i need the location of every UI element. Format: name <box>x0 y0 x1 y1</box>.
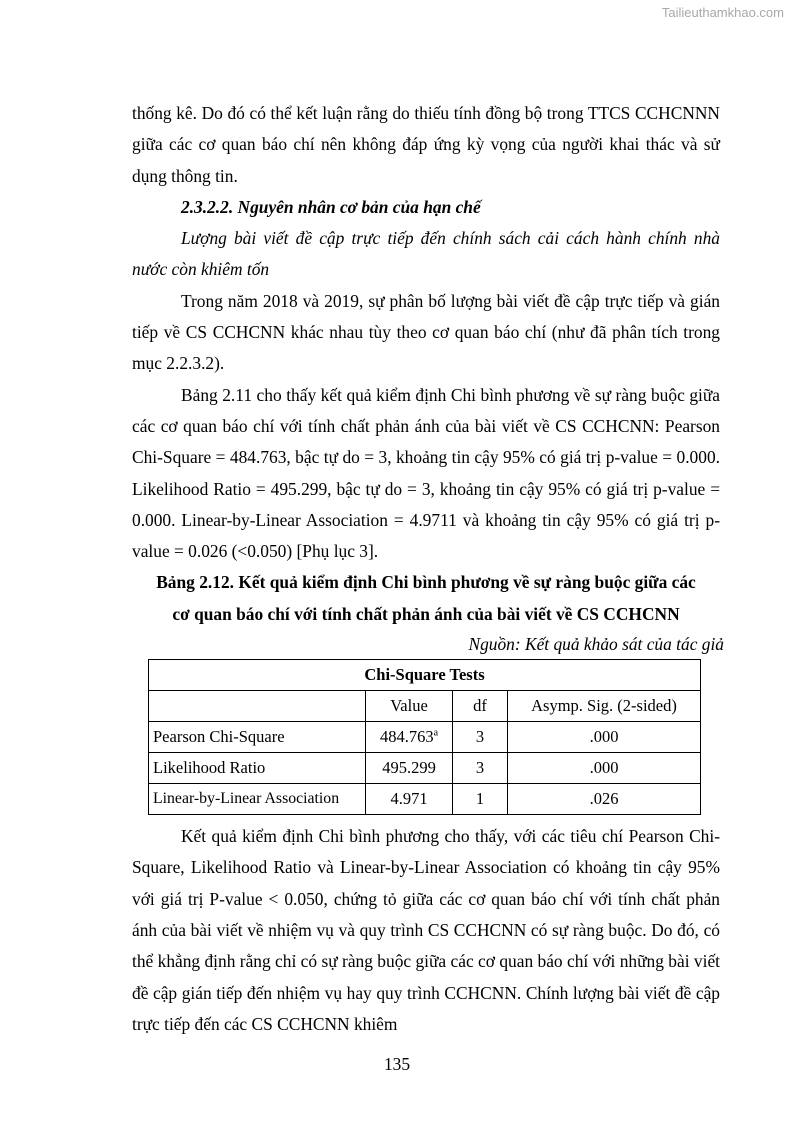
table-row <box>149 784 701 815</box>
row-df: 3 <box>453 722 508 753</box>
row-sig: .000 <box>508 722 701 753</box>
row-sig: .026 <box>508 784 701 815</box>
paragraph-4: Kết quả kiểm định Chi bình phương cho thấy, với các tiêu chí Pearson Chi-Square, Likelihood Ratio và Linear-by-Linear Association có khoảng tin cậy 95% với giá trị P-value < 0.050, chứng tỏ giữa các cơ quan báo chí với tính chất phản ánh của bài viết về nhiệm vụ và quy trình CS CCHCNN có sự ràng buộc. Do đó, có thể khẳng định rằng chỉ có sự ràng buộc giữa các cơ quan báo chí với những bài viết đề cập gián tiếp đến nhiệm vụ hay quy trình CCHCNN. Chính lượng bài viết đề cập trực tiếp đến các CS CCHCNN khiêm <box>132 826 720 1034</box>
paragraph-2: Trong năm 2018 và 2019, sự phân bố lượng bài viết đề cập trực tiếp và gián tiếp về CS CCHCNN khác nhau tùy theo cơ quan báo chí (như đã phân tích trong mục 2.2.3.2). <box>132 290 720 374</box>
table-caption-line-1: Bảng 2.12. Kết quả kiểm định Chi bình phương về sự ràng buộc giữa các <box>156 572 696 593</box>
table-title-row <box>149 660 701 691</box>
row-value: 484.763$^a$ <box>366 722 453 753</box>
row-df: 3 <box>453 753 508 784</box>
header-df: df <box>453 691 508 722</box>
row-label: Pearson Chi-Square <box>149 722 366 753</box>
header-sig: Asymp. Sig. (2-sided) <box>508 691 701 722</box>
chi-square-table <box>148 659 701 815</box>
table-caption-line-2: cơ quan báo chí với tính chất phản ánh của bài viết về CS CCHCNN <box>172 603 680 624</box>
paragraph-1: thống kê. Do đó có thể kết luận rằng do thiếu tính đồng bộ trong TTCS CCHCNNN giữa các cơ quan báo chí nên không đáp ứng kỳ vọng của người khai thác và sử dụng thông tin. <box>132 103 720 186</box>
table-row <box>149 722 701 753</box>
page-number: 135 <box>383 1054 411 1074</box>
header-value: Value <box>366 691 453 722</box>
paragraph-3: Bảng 2.11 cho thấy kết quả kiểm định Chi bình phương về sự ràng buộc giữa các cơ quan báo chí với tính chất phản ánh của bài viết về CS CCHCNN: Pearson Chi-Square = 484.763, bậc tự do = 3, khoảng tin cậy 95% có giá trị p-value = 0.000. Likelihood Ratio = 495.299, bậc tự do = 3, khoảng tin cậy 95% có giá trị p-value = 0.000. Linear-by-Linear Association = 4.9711 và khoảng tin cậy 95% có giá trị p-value = 0.026 (<0.050) [Phụ lục 3]. <box>132 384 720 562</box>
table-source: Nguồn: Kết quả khảo sát của tác giả <box>468 634 724 655</box>
table-row <box>149 753 701 784</box>
row-df: 1 <box>453 784 508 815</box>
footnote-marker: a <box>433 727 439 739</box>
page-content <box>132 98 724 1040</box>
table-header-row <box>149 691 701 722</box>
row-label: Likelihood Ratio <box>149 753 366 784</box>
row-value: 495.299 <box>366 753 453 784</box>
section-heading: 2.3.2.2. Nguyên nhân cơ bản của hạn chế <box>181 196 481 217</box>
row-value: 4.971 <box>366 784 453 815</box>
subsection-heading: Lượng bài viết đề cập trực tiếp đến chính sách cải cách hành chính nhà nước còn khiêm tốn <box>132 228 720 280</box>
table-caption <box>118 567 734 630</box>
header-empty <box>149 691 366 722</box>
row-label: Linear-by-Linear Association <box>149 784 366 815</box>
watermark: Tailieuthamkhao.com <box>661 5 784 20</box>
table-title: Chi-Square Tests <box>149 660 701 691</box>
row-sig: .000 <box>508 753 701 784</box>
